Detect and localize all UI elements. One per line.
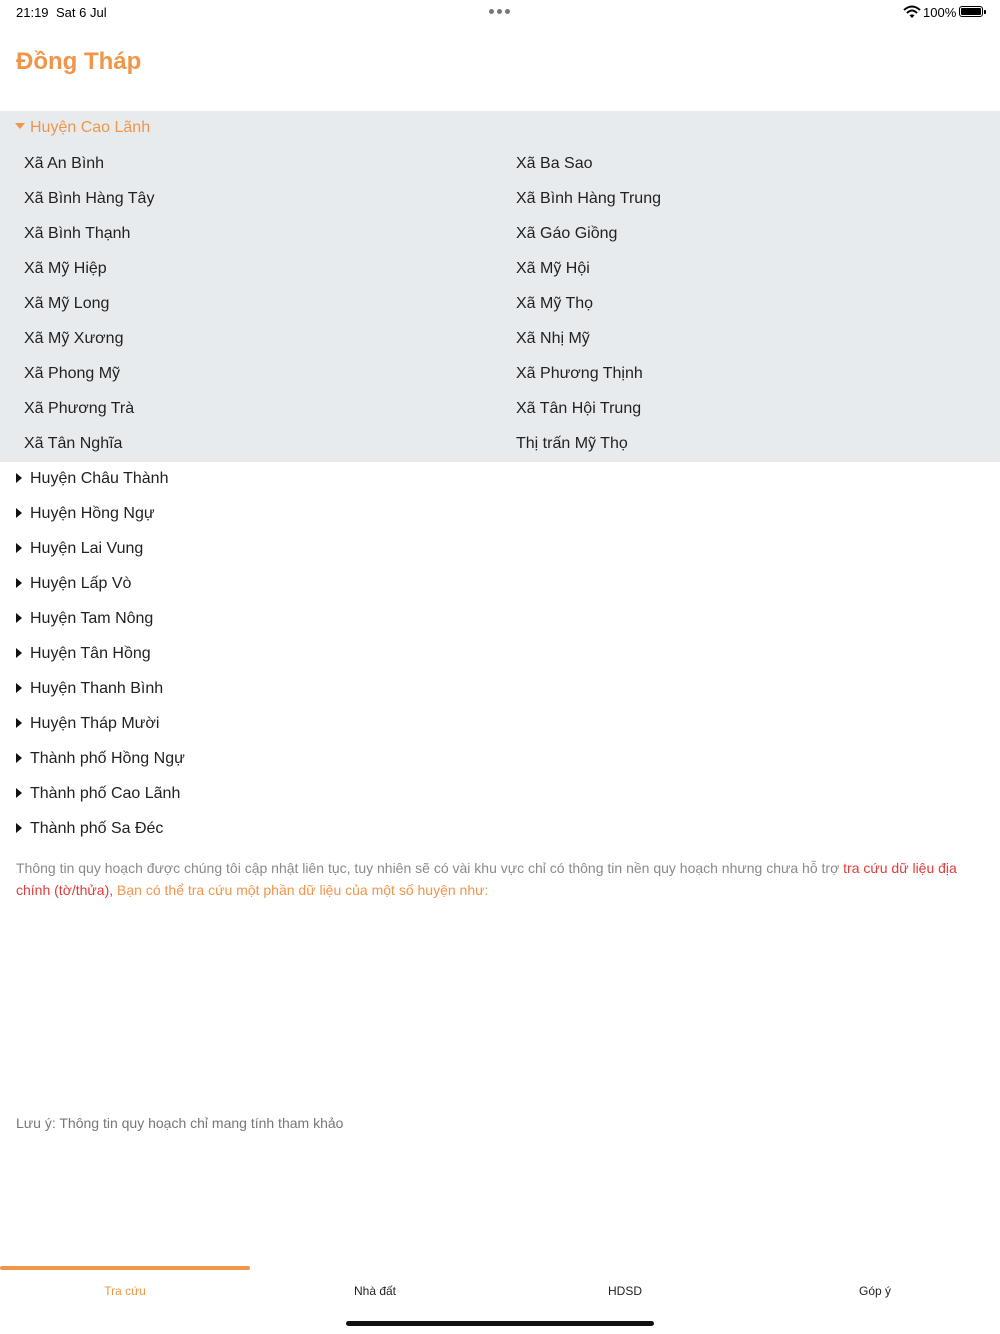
- caret-down-icon: [15, 123, 25, 129]
- commune-item[interactable]: Xã Tân Nghĩa: [24, 435, 123, 452]
- commune-item[interactable]: Xã Ba Sao: [516, 155, 593, 172]
- commune-item[interactable]: Xã An Bình: [24, 155, 105, 172]
- district-row[interactable]: [0, 672, 1000, 707]
- district-label: Thành phố Sa Đéc: [30, 820, 164, 837]
- district-label: Huyện Châu Thành: [30, 470, 169, 487]
- district-label: Huyện Tam Nông: [30, 610, 154, 627]
- district-row[interactable]: [0, 602, 1000, 637]
- caret-right-icon: [16, 543, 22, 553]
- cadastral-lookup-link[interactable]: tra cứu dữ liệu địa chính (tờ/thửa),: [16, 860, 957, 898]
- caret-right-icon: [16, 473, 22, 483]
- district-row[interactable]: [0, 567, 1000, 602]
- status-date: Sat 6 Jul: [56, 5, 107, 20]
- district-label: Huyện Thanh Bình: [30, 680, 164, 697]
- district-expanded-section: [0, 111, 1000, 462]
- caret-right-icon: [16, 508, 22, 518]
- district-label: Thành phố Cao Lãnh: [30, 785, 181, 802]
- district-row[interactable]: [0, 497, 1000, 532]
- district-label: Huyện Tháp Mười: [30, 715, 160, 732]
- district-row[interactable]: [0, 637, 1000, 672]
- status-time: 21:19: [16, 5, 49, 20]
- wifi-icon: [903, 5, 921, 19]
- caret-right-icon: [16, 648, 22, 658]
- commune-item[interactable]: Xã Mỹ Hiệp: [24, 260, 107, 277]
- caret-right-icon: [16, 613, 22, 623]
- district-header-cao-lanh[interactable]: [0, 111, 1000, 146]
- commune-item[interactable]: Xã Bình Thạnh: [24, 225, 131, 242]
- district-row[interactable]: [0, 812, 1000, 847]
- commune-item[interactable]: Xã Mỹ Hội: [516, 260, 590, 277]
- info-highlight: Bạn có thể tra cứu một phần dữ liệu của một số huyện như:: [113, 882, 489, 898]
- caret-right-icon: [16, 753, 22, 763]
- district-row[interactable]: [0, 532, 1000, 567]
- active-tab-indicator: [0, 1266, 250, 1270]
- tab-nha-dat[interactable]: Nhà đất: [353, 1284, 397, 1298]
- commune-item[interactable]: Thị trấn Mỹ Thọ: [516, 435, 628, 452]
- commune-item[interactable]: Xã Tân Hội Trung: [516, 400, 642, 417]
- commune-item[interactable]: Xã Nhị Mỹ: [516, 330, 590, 347]
- battery-percent: 100%: [923, 5, 957, 20]
- district-label: Huyện Hồng Ngự: [30, 505, 155, 522]
- district-label: Huyện Lai Vung: [30, 540, 144, 557]
- tab-tra-cuu[interactable]: Tra cứu: [104, 1284, 146, 1298]
- caret-right-icon: [16, 718, 22, 728]
- info-text: Thông tin quy hoạch được chúng tôi cập nhật liên tục, tuy nhiên sẽ có vài khu vực chỉ có thông tin nền quy hoạch nhưng chưa hỗ trợ: [16, 860, 844, 876]
- district-row[interactable]: [0, 707, 1000, 742]
- commune-item[interactable]: Xã Bình Hàng Trung: [516, 190, 661, 207]
- battery-icon: [959, 6, 983, 17]
- page-title: Đồng Tháp: [16, 48, 142, 75]
- status-bar: [0, 0, 1000, 24]
- caret-right-icon: [16, 683, 22, 693]
- commune-item[interactable]: Xã Phương Trà: [24, 400, 135, 417]
- district-row[interactable]: [0, 742, 1000, 777]
- district-label: Huyện Lấp Vò: [30, 575, 132, 592]
- commune-item[interactable]: Xã Mỹ Xương: [24, 330, 124, 347]
- caret-right-icon: [16, 578, 22, 588]
- commune-item[interactable]: Xã Mỹ Long: [24, 295, 110, 312]
- commune-item[interactable]: Xã Bình Hàng Tây: [24, 190, 155, 207]
- commune-item[interactable]: Xã Mỹ Thọ: [516, 295, 594, 312]
- caret-right-icon: [16, 823, 22, 833]
- commune-item[interactable]: Xã Phong Mỹ: [24, 365, 121, 382]
- tab-gop-y[interactable]: Góp ý: [858, 1284, 891, 1298]
- multitasking-dots-icon[interactable]: [489, 9, 511, 15]
- tab-hdsd[interactable]: HDSD: [607, 1284, 642, 1298]
- district-row[interactable]: [0, 462, 1000, 497]
- caret-right-icon: [16, 788, 22, 798]
- district-row[interactable]: [0, 777, 1000, 812]
- district-label: Huyện Cao Lãnh: [30, 119, 151, 136]
- home-indicator[interactable]: [346, 1321, 654, 1326]
- district-label: Thành phố Hồng Ngự: [30, 750, 185, 767]
- info-paragraph: [16, 857, 976, 901]
- disclaimer-note: Lưu ý: Thông tin quy hoạch chỉ mang tính tham khảo: [16, 1115, 344, 1131]
- commune-item[interactable]: Xã Gáo Giồng: [516, 225, 618, 242]
- district-label: Huyện Tân Hồng: [30, 645, 151, 662]
- commune-item[interactable]: Xã Phương Thịnh: [516, 365, 643, 382]
